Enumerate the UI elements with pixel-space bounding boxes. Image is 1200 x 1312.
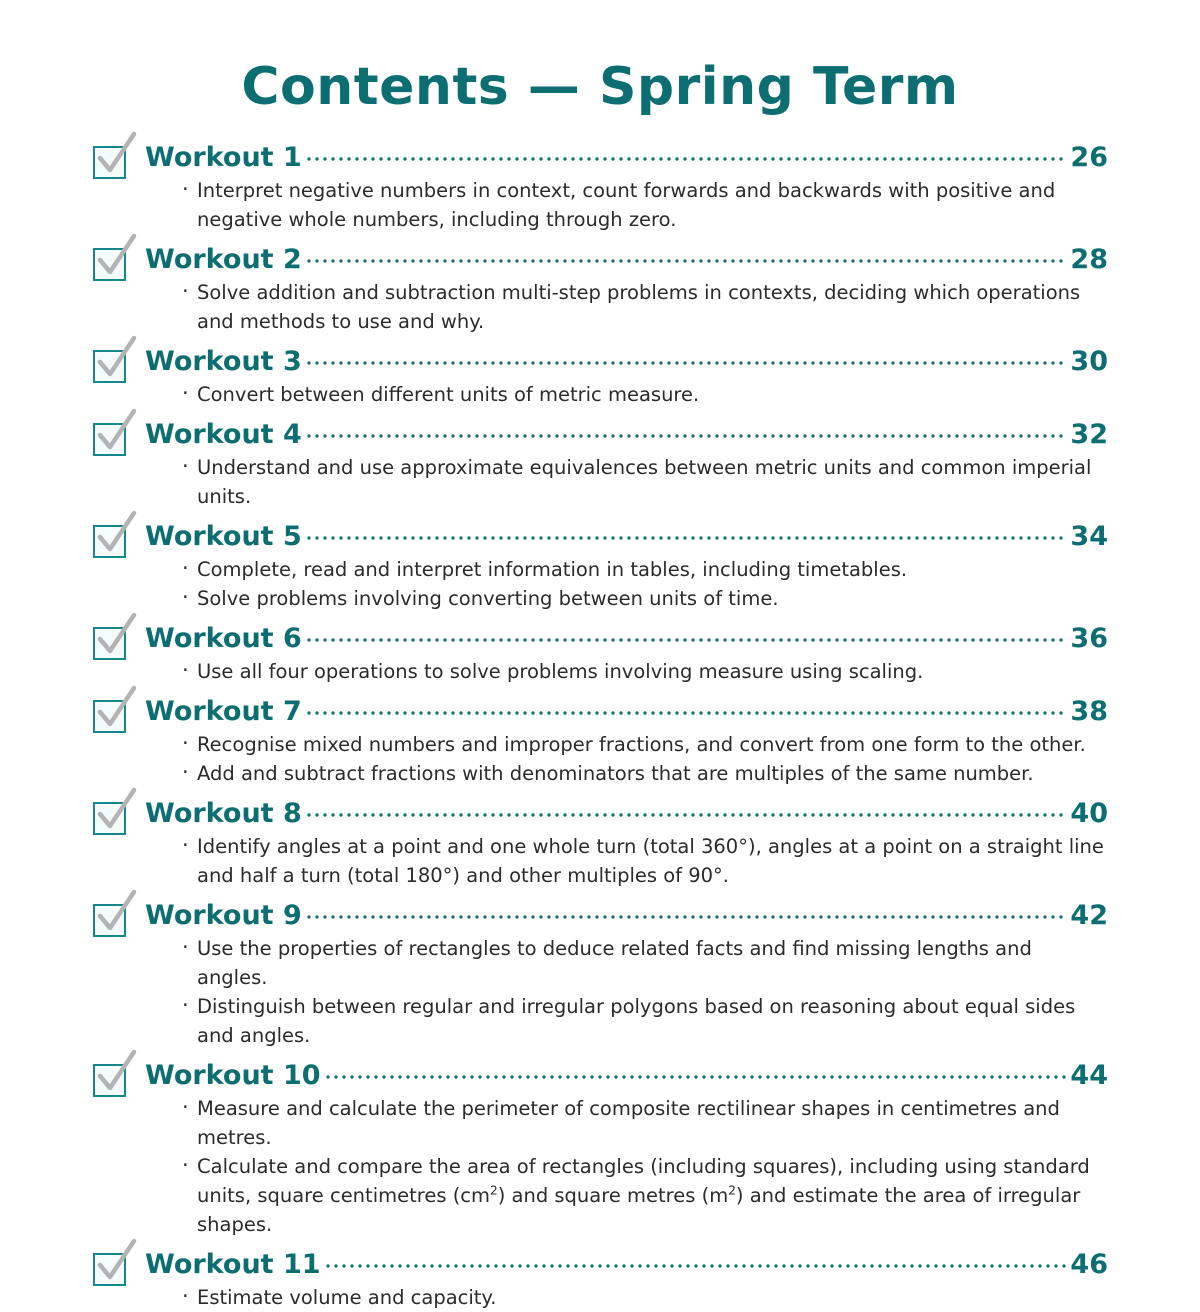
objective-list [145, 934, 1108, 1050]
workout-label[interactable]: Workout 6 [145, 623, 302, 655]
leader-dots [307, 631, 1067, 647]
objective-list [145, 176, 1108, 234]
contents-entry[interactable] [93, 244, 1108, 336]
page-number[interactable]: 38 [1070, 696, 1108, 728]
leader-dots [307, 704, 1067, 720]
objective-item: · Calculate and compare the area of rectangles (including squares), including using standard units, square centimetres $(cm^2)$ and square metres $(m^2)$ and estimate the area of irregular shapes. [182, 1152, 1108, 1239]
checkbox-checked-icon[interactable] [93, 248, 126, 281]
page-number[interactable]: 42 [1070, 900, 1108, 932]
objective-list [145, 453, 1108, 511]
checkbox-checked-icon[interactable] [93, 627, 126, 660]
leader-dots [307, 150, 1067, 166]
checkbox-checked-icon[interactable] [93, 146, 126, 179]
objective-item: · Use all four operations to solve problems involving measure using scaling. [182, 657, 1108, 686]
checkbox-checked-icon[interactable] [93, 904, 126, 937]
contents-entry[interactable] [93, 1060, 1108, 1239]
contents-entry-head [145, 521, 1108, 552]
objective-item: · Add and subtract fractions with denominators that are multiples of the same number. [182, 759, 1108, 788]
objective-list [145, 278, 1108, 336]
objective-list [145, 1283, 1108, 1312]
leader-dots [307, 806, 1067, 822]
leader-dots [307, 354, 1067, 370]
checkbox-checked-icon[interactable] [93, 802, 126, 835]
workout-label[interactable]: Workout 1 [145, 142, 302, 174]
leader-dots [326, 1257, 1067, 1273]
page-number[interactable]: 40 [1070, 798, 1108, 830]
contents-entry-head [145, 419, 1108, 450]
page-number[interactable]: 34 [1070, 521, 1108, 553]
contents-entry-head [145, 244, 1108, 275]
objective-item: · Distinguish between regular and irregular polygons based on reasoning about equal sides and angles. [182, 992, 1108, 1050]
objective-item: · Identify angles at a point and one whole turn (total 360°), angles at a point on a straight line and half a turn (total 180°) and other multiples of 90°. [182, 832, 1108, 890]
objective-item: · Recognise mixed numbers and improper fractions, and convert from one form to the other. [182, 730, 1108, 759]
checkbox-checked-icon[interactable] [93, 1064, 126, 1097]
leader-dots [307, 427, 1067, 443]
workout-label[interactable]: Workout 7 [145, 696, 302, 728]
workout-label[interactable]: Workout 11 [145, 1249, 321, 1281]
contents-entry[interactable] [93, 346, 1108, 409]
page-number[interactable]: 28 [1070, 244, 1108, 276]
objective-list [145, 657, 1108, 686]
contents-entry[interactable] [93, 1249, 1108, 1312]
workout-label[interactable]: Workout 4 [145, 419, 302, 451]
objective-list [145, 555, 1108, 613]
contents-entry-head [145, 346, 1108, 377]
page-number[interactable]: 26 [1070, 142, 1108, 174]
page-number[interactable]: 46 [1070, 1249, 1108, 1281]
contents-entry[interactable] [93, 798, 1108, 890]
objective-item: · Complete, read and interpret information in tables, including timetables. [182, 555, 1108, 584]
contents-entry-head [145, 798, 1108, 829]
page-number[interactable]: 44 [1070, 1060, 1108, 1092]
contents-list [0, 116, 1200, 1312]
contents-entry[interactable] [93, 521, 1108, 613]
leader-dots [326, 1068, 1067, 1084]
objective-item: · Solve addition and subtraction multi-step problems in contexts, deciding which operations and methods to use and why. [182, 278, 1108, 336]
page-number[interactable]: 30 [1070, 346, 1108, 378]
objective-list [145, 1094, 1108, 1239]
contents-entry-head [145, 696, 1108, 727]
leader-dots [307, 908, 1067, 924]
objective-list [145, 730, 1108, 788]
objective-item: · Estimate volume and capacity. [182, 1283, 1108, 1312]
objective-item: · Understand and use approximate equivalences between metric units and common imperial units. [182, 453, 1108, 511]
objective-list [145, 380, 1108, 409]
workout-label[interactable]: Workout 9 [145, 900, 302, 932]
contents-entry-head [145, 1249, 1108, 1280]
page-title: Contents — Spring Term [241, 57, 959, 117]
contents-entry-head [145, 900, 1108, 931]
page-number[interactable]: 36 [1070, 623, 1108, 655]
contents-entry-head [145, 142, 1108, 173]
objective-item: · Convert between different units of metric measure. [182, 380, 1108, 409]
contents-entry-head [145, 623, 1108, 654]
workout-label[interactable]: Workout 8 [145, 798, 302, 830]
workout-label[interactable]: Workout 2 [145, 244, 302, 276]
checkbox-checked-icon[interactable] [93, 423, 126, 456]
checkbox-checked-icon[interactable] [93, 525, 126, 558]
objective-item: · Solve problems involving converting between units of time. [182, 584, 1108, 613]
contents-entry[interactable] [93, 900, 1108, 1050]
contents-entry[interactable] [93, 419, 1108, 511]
contents-entry[interactable] [93, 696, 1108, 788]
objective-list [145, 832, 1108, 890]
workout-label[interactable]: Workout 10 [145, 1060, 321, 1092]
leader-dots [307, 529, 1067, 545]
objective-item: · Measure and calculate the perimeter of composite rectilinear shapes in centimetres and metres. [182, 1094, 1108, 1152]
workout-label[interactable]: Workout 3 [145, 346, 302, 378]
page-number[interactable]: 32 [1070, 419, 1108, 451]
checkbox-checked-icon[interactable] [93, 700, 126, 733]
checkbox-checked-icon[interactable] [93, 350, 126, 383]
contents-entry[interactable] [93, 623, 1108, 686]
checkbox-checked-icon[interactable] [93, 1253, 126, 1286]
workout-label[interactable]: Workout 5 [145, 521, 302, 553]
contents-entry-head [145, 1060, 1108, 1091]
objective-item: · Use the properties of rectangles to deduce related facts and find missing lengths and angles. [182, 934, 1108, 992]
contents-entry[interactable] [93, 142, 1108, 234]
objective-item: · Interpret negative numbers in context, count forwards and backwards with positive and negative whole numbers, including through zero. [182, 176, 1108, 234]
leader-dots [307, 252, 1067, 268]
